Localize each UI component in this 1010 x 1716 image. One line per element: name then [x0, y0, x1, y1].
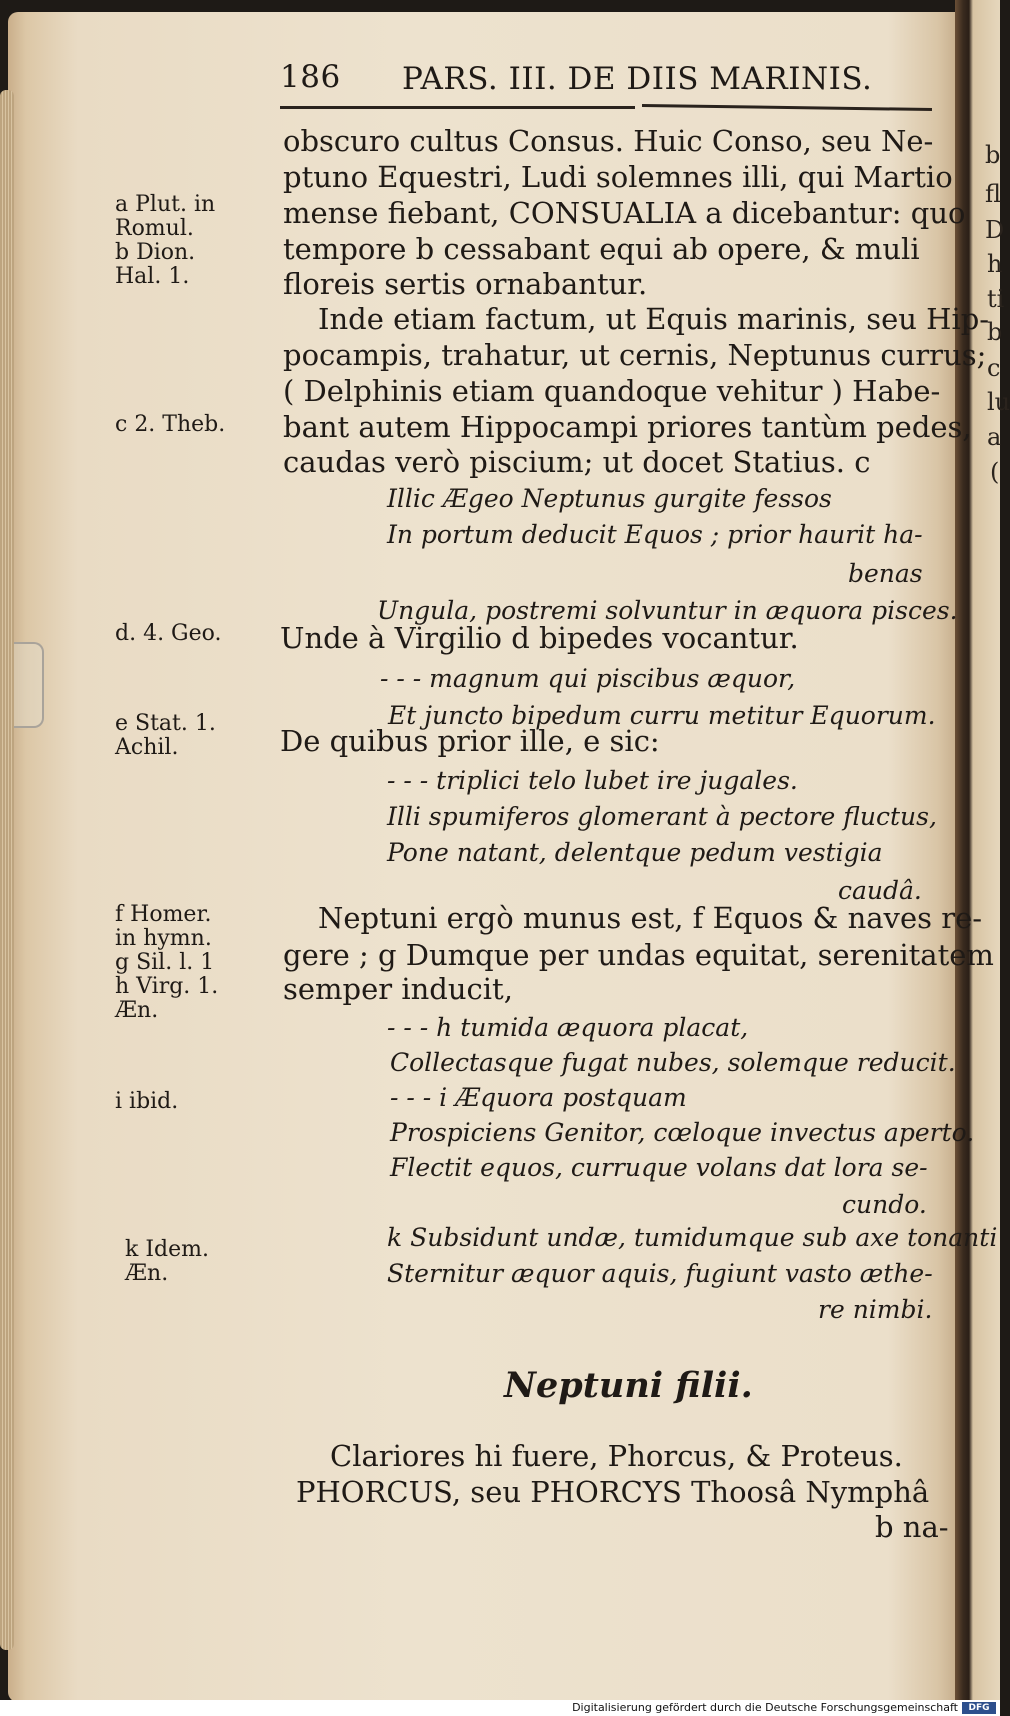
verse-line: Collectasque fugat nubes, solemque reducit. — [390, 1048, 956, 1077]
verse-line: Prospiciens Genitor, cœloque invectus aperto. — [390, 1118, 975, 1147]
verse-line: - - - triplici telo lubet ire jugales. — [387, 766, 798, 795]
verse-line: Ungula, postremi solvuntur in æquora pisces. — [377, 596, 958, 625]
right-page-fragment: D — [985, 216, 1005, 244]
verse-line: k Subsidunt undæ, tumidumque sub axe tonanti — [387, 1223, 998, 1252]
verse-line: benas — [848, 559, 923, 588]
body-line: Neptuni ergò munus est, f Equos & naves re- — [318, 901, 983, 935]
body-line: ptuno Equestri, Ludi solemnes illi, qui Martio — [283, 160, 953, 194]
body-line: Inde etiam factum, ut Equis marinis, seu Hip- — [318, 302, 990, 336]
verse-line: Flectit equos, curruque volans dat lora se- — [390, 1153, 928, 1182]
right-page-fragment: a — [987, 423, 1002, 451]
body-line: semper inducit, — [283, 972, 513, 1006]
body-line: obscuro cultus Consus. Huic Conso, seu Ne- — [283, 124, 934, 158]
verse-line: - - - magnum qui piscibus æquor, — [380, 664, 796, 693]
right-page-fragment: lu — [987, 388, 1010, 416]
body-line: bant autem Hippocampi priores tantùm pedes, — [283, 410, 972, 444]
margin-note: f Homer. in hymn. g Sil. l. 1 h Virg. 1. Æn. — [115, 902, 219, 1023]
verse-line: - - - h tumida æquora placat, — [387, 1013, 749, 1042]
verse-line: Sternitur æquor aquis, fugiunt vasto æthe- — [387, 1259, 933, 1288]
margin-note: k Idem. Æn. — [125, 1237, 209, 1286]
verse-line: cundo. — [842, 1190, 927, 1219]
section-line: PHORCUS, seu PHORCYS Thoosâ Nymphâ — [296, 1475, 930, 1509]
right-page-fragment: c — [987, 354, 1001, 382]
right-page-fragment: b — [985, 141, 1001, 169]
section-line: b na- — [875, 1510, 949, 1544]
right-page-fragment: ti — [987, 285, 1005, 313]
verse-line: Et juncto bipedum curru metitur Equorum. — [388, 701, 936, 730]
body-line: De quibus prior ille, e sic: — [280, 724, 660, 758]
body-line: floreis sertis ornabantur. — [283, 267, 648, 301]
page-clip — [14, 642, 44, 728]
page-number: 186 — [280, 59, 341, 95]
running-title: PARS. III. DE DIIS MARINIS. — [402, 61, 873, 97]
body-line: mense fiebant, CONSUALIA a dicebantur: quo — [283, 196, 966, 230]
page-edge-stack — [0, 90, 14, 1650]
section-line: Clariores hi fuere, Phorcus, & Proteus. — [330, 1439, 903, 1473]
body-line: Unde à Virgilio d bipedes vocantur. — [280, 621, 799, 655]
margin-note: a Plut. in Romul. b Dion. Hal. 1. — [115, 192, 216, 289]
verse-line: In portum deducit Equos ; prior haurit ha- — [387, 520, 923, 549]
dfg-logo: DFG — [962, 1702, 996, 1714]
right-page-fragment: fl — [985, 180, 1002, 208]
body-line: caudas verò piscium; ut docet Statius. c — [283, 445, 871, 479]
verse-line: caudâ. — [838, 876, 922, 905]
right-page-fragment: b — [987, 318, 1003, 346]
verse-line: Pone natant, delentque pedum vestigia — [387, 838, 883, 867]
right-page-fragment: ( — [990, 458, 1000, 486]
body-line: tempore b cessabant equi ab opere, & muli — [283, 232, 920, 266]
margin-note: d. 4. Geo. — [115, 621, 222, 646]
section-heading: Neptuni filii. — [504, 1365, 753, 1406]
right-page-fragment: h — [987, 250, 1003, 278]
verse-line: Illic Ægeo Neptunus gurgite fessos — [387, 484, 832, 513]
body-line: ( Delphinis etiam quandoque vehitur ) Habe- — [283, 374, 941, 408]
margin-note: c 2. Theb. — [115, 412, 226, 437]
footer-credit: Digitalisierung gefördert durch die Deutsche Forschungsgemeinschaft — [572, 1701, 958, 1714]
verse-line: - - - i Æquora postquam — [390, 1083, 687, 1112]
margin-note: i ibid. — [115, 1089, 179, 1114]
body-line: pocampis, trahatur, ut cernis, Neptunus currus; — [283, 338, 987, 372]
verse-line: Illi spumiferos glomerant à pectore fluctus, — [387, 802, 937, 831]
header-rule — [280, 106, 635, 109]
body-line: gere ; g Dumque per undas equitat, serenitatem — [283, 938, 994, 972]
margin-note: e Stat. 1. Achil. — [115, 711, 216, 760]
verse-line: re nimbi. — [818, 1295, 933, 1324]
